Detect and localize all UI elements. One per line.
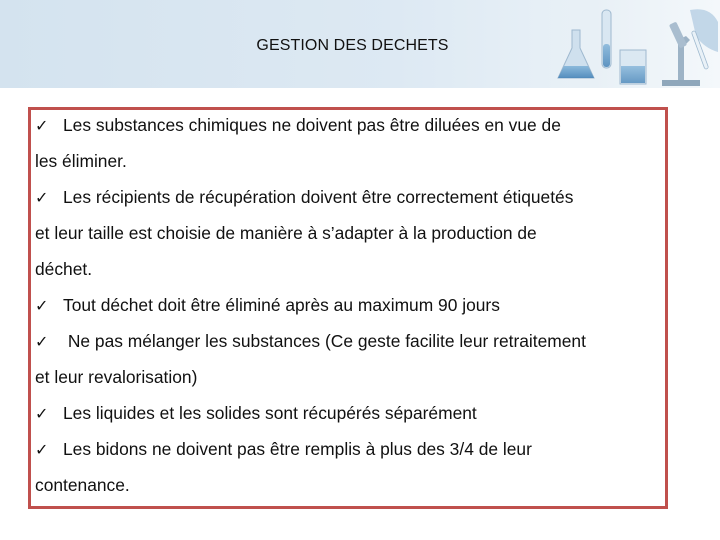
list-item-continuation	[35, 222, 537, 244]
checkmark-icon: ✓	[35, 298, 49, 315]
list-item-continuation	[35, 474, 130, 496]
list-item-text: les éliminer.	[35, 151, 127, 171]
list-item-text: contenance.	[35, 475, 130, 495]
checkmark-icon: ✓	[35, 334, 49, 351]
list-item-text: Les bidons ne doivent pas être remplis à plus des 3/4 de leur	[63, 439, 532, 459]
list-item-continuation	[35, 150, 127, 172]
list-item	[35, 294, 500, 316]
list-item-text: et leur taille est choisie de manière à s’adapter à la production de	[35, 223, 537, 243]
checkmark-icon: ✓	[35, 118, 49, 135]
list-item	[35, 114, 561, 136]
checkmark-icon: ✓	[35, 406, 49, 423]
checkmark-icon: ✓	[35, 190, 49, 207]
list-item-continuation	[35, 258, 92, 280]
list-item-text: Les récipients de récupération doivent être correctement étiquetés	[63, 187, 574, 207]
list-item	[35, 330, 586, 352]
checkmark-icon: ✓	[35, 442, 49, 459]
list-item	[35, 438, 532, 460]
list-item-text: déchet.	[35, 259, 93, 279]
list-item	[35, 402, 477, 424]
list-item-text: Les substances chimiques ne doivent pas être diluées en vue de	[63, 115, 561, 135]
slide-title: GESTION DES DECHETS	[256, 37, 449, 54]
list-item-text: Tout déchet doit être éliminé après au maximum 90 jours	[63, 295, 500, 315]
list-item	[35, 186, 573, 208]
list-item-text: et leur revalorisation)	[35, 367, 198, 387]
list-item-text: Ne pas mélanger les substances (Ce geste facilite leur retraitement	[63, 331, 586, 351]
list-item-continuation	[35, 366, 197, 388]
list-item-text: Les liquides et les solides sont récupérés séparément	[63, 403, 477, 423]
